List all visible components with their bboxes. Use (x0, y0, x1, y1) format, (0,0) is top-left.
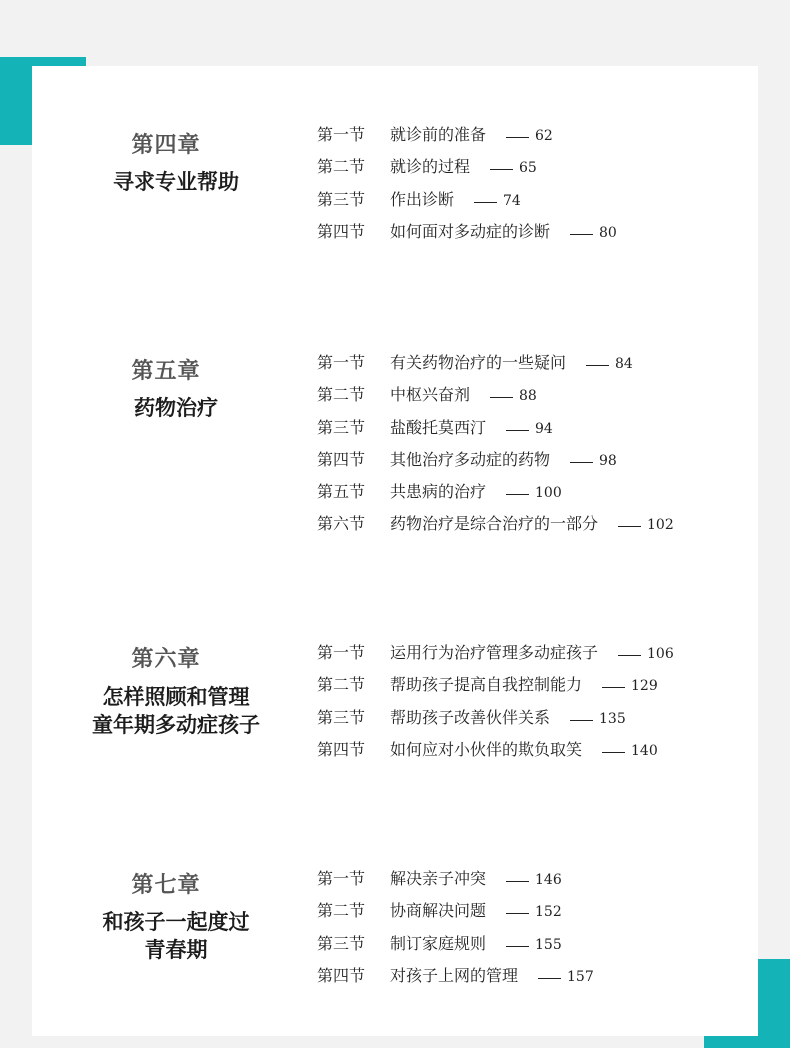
toc-page (32, 66, 758, 1036)
section-label: 第一节 (317, 643, 366, 662)
chapter-number: 第五章 (131, 359, 201, 384)
section-label: 第三节 (317, 707, 366, 727)
toc-entry[interactable] (317, 417, 674, 449)
section-label: 第一节 (317, 125, 366, 144)
leader-line (538, 978, 561, 979)
section-list (317, 642, 674, 771)
section-name: 协商解决问题 (390, 901, 487, 921)
section-name: 中枢兴奋剂 (390, 385, 471, 405)
section-name: 作出诊断 (390, 189, 455, 209)
leader-line (506, 137, 529, 138)
section-list (317, 124, 617, 253)
page-number: 146 (535, 872, 562, 888)
section-label: 第一节 (317, 869, 366, 888)
section-list (317, 868, 594, 997)
chapter-title (32, 908, 320, 964)
page-number: 102 (647, 517, 674, 534)
section-label: 第四节 (317, 965, 366, 985)
section-label: 第四节 (317, 449, 366, 469)
toc-entry[interactable] (317, 352, 674, 384)
page-number: 84 (615, 356, 633, 372)
leader-line (586, 365, 609, 366)
section-name: 如何面对多动症的诊断 (390, 221, 551, 241)
toc-entry[interactable] (317, 900, 594, 932)
toc-entry[interactable] (317, 707, 674, 739)
section-label: 第二节 (317, 675, 366, 695)
toc-entry[interactable] (317, 124, 617, 156)
leader-line (474, 202, 497, 203)
toc-entry[interactable] (317, 384, 674, 416)
chapter-title-line: 怎样照顾和管理 (102, 685, 250, 709)
section-label: 第五节 (317, 482, 366, 502)
chapter-title-line: 寻求专业帮助 (113, 170, 239, 194)
chapter-number: 第四章 (131, 133, 201, 158)
section-label: 第二节 (317, 385, 366, 405)
page-number: 106 (647, 646, 674, 662)
section-label: 第二节 (317, 901, 366, 921)
chapter-title-line: 青春期 (144, 938, 208, 962)
page-number: 135 (599, 710, 626, 727)
section-name: 盐酸托莫西汀 (390, 417, 487, 437)
page-number: 65 (519, 160, 537, 177)
toc-entry[interactable] (317, 933, 594, 965)
chapter-title-line: 和孩子一起度过 (102, 910, 250, 934)
toc-entry[interactable] (317, 481, 674, 513)
leader-line (602, 752, 625, 753)
toc-entry[interactable] (317, 965, 594, 997)
section-name: 如何应对小伙伴的欺负取笑 (390, 739, 583, 759)
page-number: 62 (535, 128, 553, 144)
toc-entry[interactable] (317, 739, 674, 771)
toc-entry[interactable] (317, 513, 674, 545)
leader-line (618, 526, 641, 527)
chapter-title-line: 药物治疗 (134, 396, 218, 420)
page-number: 80 (599, 224, 617, 241)
section-name: 帮助孩子提高自我控制能力 (390, 675, 583, 695)
leader-line (490, 397, 513, 398)
toc-entry[interactable] (317, 868, 594, 900)
section-name: 其他治疗多动症的药物 (390, 449, 551, 469)
page-number: 88 (519, 388, 537, 405)
section-label: 第六节 (317, 514, 366, 534)
section-list (317, 352, 674, 546)
section-name: 药物治疗是综合治疗的一部分 (390, 514, 599, 534)
leader-line (618, 655, 641, 656)
leader-line (602, 687, 625, 688)
section-label: 第三节 (317, 417, 366, 437)
section-name: 就诊前的准备 (390, 125, 487, 144)
toc-entry[interactable] (317, 221, 617, 253)
leader-line (570, 720, 593, 721)
section-label: 第一节 (317, 353, 366, 372)
page-number: 129 (631, 678, 658, 695)
page-number: 140 (631, 742, 658, 759)
page-number: 155 (535, 936, 562, 953)
section-label: 第四节 (317, 739, 366, 759)
toc-entry[interactable] (317, 156, 617, 188)
leader-line (506, 913, 529, 914)
toc-entry[interactable] (317, 189, 617, 221)
chapter-number: 第六章 (131, 647, 201, 672)
toc-entry[interactable] (317, 642, 674, 674)
section-name: 运用行为治疗管理多动症孩子 (390, 643, 599, 662)
section-name: 有关药物治疗的一些疑问 (390, 353, 567, 372)
page-number: 152 (535, 904, 562, 921)
section-label: 第三节 (317, 189, 366, 209)
section-name: 就诊的过程 (390, 157, 471, 177)
chapter-title (32, 683, 320, 739)
page-number: 98 (599, 452, 617, 469)
chapter-title-line: 童年期多动症孩子 (92, 713, 260, 737)
leader-line (570, 462, 593, 463)
section-name: 帮助孩子改善伙伴关系 (390, 707, 551, 727)
section-label: 第二节 (317, 157, 366, 177)
section-name: 制订家庭规则 (390, 933, 487, 953)
leader-line (490, 169, 513, 170)
page-number: 100 (535, 485, 562, 502)
chapter-number: 第七章 (131, 873, 201, 898)
chapter-title (32, 168, 320, 196)
leader-line (506, 494, 529, 495)
page-number: 94 (535, 420, 553, 437)
section-name: 对孩子上网的管理 (390, 965, 519, 985)
leader-line (506, 430, 529, 431)
chapter-title (32, 394, 320, 422)
section-name: 共患病的治疗 (390, 482, 487, 502)
toc-entry[interactable] (317, 674, 674, 706)
page-number: 74 (503, 192, 521, 209)
leader-line (506, 946, 529, 947)
section-label: 第三节 (317, 933, 366, 953)
leader-line (506, 881, 529, 882)
page-number: 157 (567, 968, 594, 985)
section-label: 第四节 (317, 221, 366, 241)
leader-line (570, 234, 593, 235)
toc-entry[interactable] (317, 449, 674, 481)
section-name: 解决亲子冲突 (390, 869, 487, 888)
